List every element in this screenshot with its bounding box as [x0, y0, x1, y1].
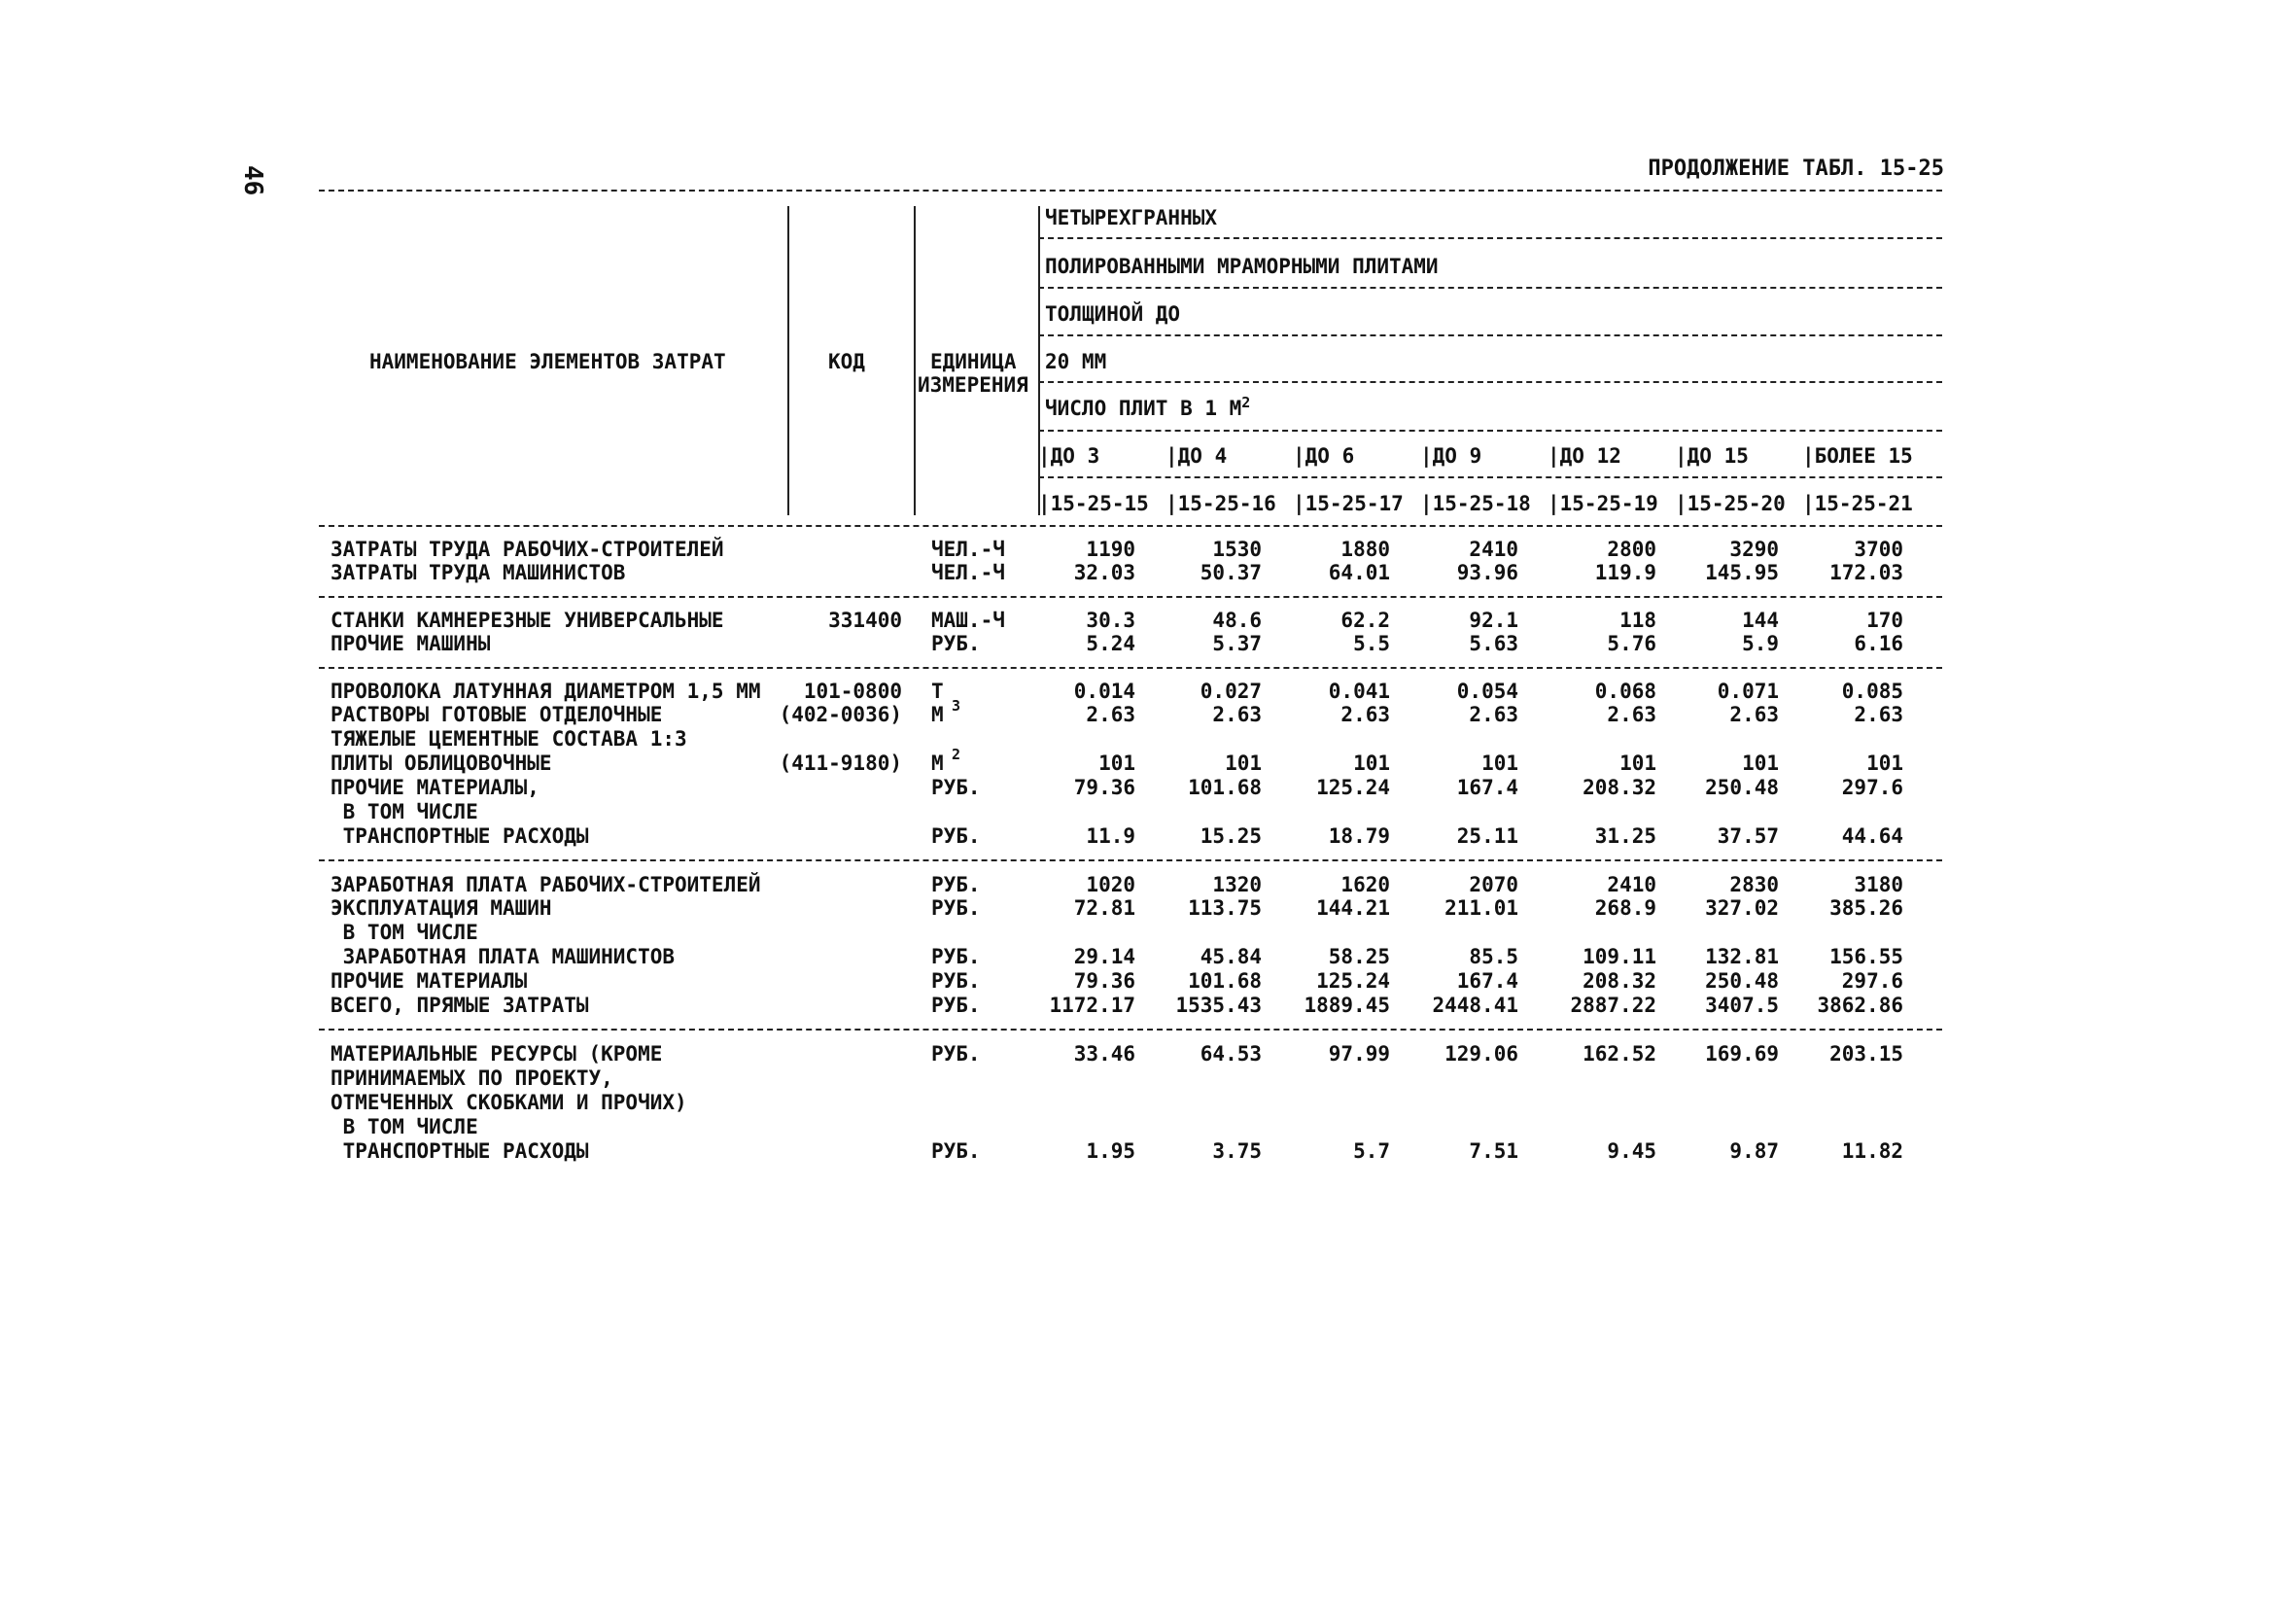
- row-value: 79.36: [1073, 776, 1135, 799]
- header-column-label: |ДО 4: [1165, 444, 1228, 468]
- row-value: 1880: [1340, 538, 1390, 561]
- row-value: 9.87: [1729, 1139, 1779, 1163]
- row-value: 50.37: [1200, 561, 1262, 584]
- row-value: 2.63: [1212, 703, 1262, 726]
- row-value: 6.16: [1854, 632, 1903, 655]
- row-name: ТРАНСПОРТНЫЕ РАСХОДЫ: [330, 824, 589, 848]
- row-value: 15.25: [1200, 824, 1262, 848]
- row-value: 1889.45: [1304, 994, 1390, 1017]
- header-column-code: |15-25-20: [1675, 492, 1786, 515]
- row-value: 113.75: [1188, 896, 1262, 920]
- row-value: 101: [1481, 752, 1518, 775]
- row-name: ПРОЧИЕ МАТЕРИАЛЫ,: [330, 776, 539, 799]
- header-column-code: |15-25-16: [1165, 492, 1276, 515]
- header-code-col: КОД: [828, 350, 865, 373]
- row-value: 3407.5: [1705, 994, 1779, 1017]
- row-value: 144.21: [1316, 896, 1390, 920]
- row-value: 297.6: [1841, 776, 1903, 799]
- row-value: 5.63: [1469, 632, 1518, 655]
- row-value: 33.46: [1073, 1042, 1135, 1066]
- header-line-3: ТОЛЩИНОЙ ДО: [1045, 302, 1181, 326]
- row-value: 125.24: [1316, 969, 1390, 993]
- row-unit: РУБ.: [931, 896, 981, 920]
- row-value: 11.9: [1086, 824, 1135, 848]
- row-value: 203.15: [1829, 1042, 1903, 1066]
- row-value: 125.24: [1316, 776, 1390, 799]
- row-value: 170: [1866, 609, 1903, 632]
- row-value: 297.6: [1841, 969, 1903, 993]
- row-value: 2800: [1607, 538, 1656, 561]
- row-value: 3290: [1729, 538, 1779, 561]
- row-value: 2.63: [1854, 703, 1903, 726]
- row-code: 331400: [828, 609, 902, 632]
- row-value: 3700: [1854, 538, 1903, 561]
- row-code: (402-0036): [779, 703, 902, 726]
- row-value: 1530: [1212, 538, 1262, 561]
- header-column-code: |15-25-19: [1548, 492, 1658, 515]
- row-value: 3862.86: [1817, 994, 1903, 1017]
- row-value: 62.2: [1340, 609, 1390, 632]
- row-value: 145.95: [1705, 561, 1779, 584]
- row-value: 101.68: [1188, 969, 1262, 993]
- hdr-rule-4: [1038, 381, 1942, 383]
- row-value: 5.24: [1086, 632, 1135, 655]
- row-value: 30.3: [1086, 609, 1135, 632]
- header-line-1: ЧЕТЫРЕХГРАННЫХ: [1045, 206, 1218, 229]
- header-column-code: |15-25-18: [1420, 492, 1531, 515]
- row-name: ПРОЧИЕ МАТЕРИАЛЫ: [330, 969, 528, 993]
- row-value: 0.068: [1594, 680, 1656, 703]
- header-line-2: ПОЛИРОВАННЫМИ МРАМОРНЫМИ ПЛИТАМИ: [1045, 255, 1439, 278]
- row-unit: РУБ.: [931, 945, 981, 968]
- row-value: 1535.43: [1175, 994, 1262, 1017]
- row-name: В ТОМ ЧИСЛЕ: [330, 921, 478, 944]
- row-value: 44.64: [1841, 824, 1903, 848]
- row-value: 211.01: [1444, 896, 1518, 920]
- header-column-label: |ДО 12: [1548, 444, 1621, 468]
- rule-section-2: [319, 667, 1942, 669]
- row-value: 101: [1353, 752, 1390, 775]
- row-unit-sup-wrap: [952, 699, 960, 722]
- row-name: ПРОЧИЕ МАШИНЫ: [330, 632, 491, 655]
- row-name: ТЯЖЕЛЫЕ ЦЕМЕНТНЫЕ СОСТАВА 1:3: [330, 727, 687, 751]
- hdr-vline-3: [1038, 206, 1040, 515]
- row-code: (411-9180): [779, 752, 902, 775]
- row-name: МАТЕРИАЛЬНЫЕ РЕСУРСЫ (КРОМЕ: [330, 1042, 663, 1066]
- row-value: 79.36: [1073, 969, 1135, 993]
- row-unit: М: [931, 703, 944, 726]
- row-value: 92.1: [1469, 609, 1518, 632]
- row-value: 2830: [1729, 873, 1779, 896]
- row-value: 1320: [1212, 873, 1262, 896]
- rule-header-end: [319, 525, 1942, 527]
- row-code: 101-0800: [803, 680, 902, 703]
- row-value: 64.01: [1328, 561, 1390, 584]
- row-unit: РУБ.: [931, 824, 981, 848]
- row-name: ЗАРАБОТНАЯ ПЛАТА МАШИНИСТОВ: [330, 945, 676, 968]
- row-unit-sup-wrap: [952, 748, 960, 771]
- row-unit: РУБ.: [931, 776, 981, 799]
- row-value: 250.48: [1705, 776, 1779, 799]
- header-line-5: ЧИСЛО ПЛИТ В 1 $М^2$: [1045, 394, 1251, 420]
- row-name: ЗАРАБОТНАЯ ПЛАТА РАБОЧИХ-СТРОИТЕЛЕЙ: [330, 873, 761, 896]
- header-column-code: |15-25-17: [1293, 492, 1404, 515]
- row-value: 32.03: [1073, 561, 1135, 584]
- row-value: 2.63: [1729, 703, 1779, 726]
- row-value: 2.63: [1469, 703, 1518, 726]
- row-value: 5.7: [1353, 1139, 1390, 1163]
- row-name: ВСЕГО, ПРЯМЫЕ ЗАТРАТЫ: [330, 994, 589, 1017]
- row-value: 144: [1742, 609, 1779, 632]
- row-name: ПРОВОЛОКА ЛАТУННАЯ ДИАМЕТРОМ 1,5 ММ: [330, 680, 761, 703]
- row-value: 2410: [1607, 873, 1656, 896]
- row-value: 0.041: [1328, 680, 1390, 703]
- row-value: 93.96: [1456, 561, 1518, 584]
- row-value: 167.4: [1456, 776, 1518, 799]
- row-value: 9.45: [1607, 1139, 1656, 1163]
- row-value: 5.76: [1607, 632, 1656, 655]
- header-column-label: |ДО 6: [1293, 444, 1355, 468]
- row-unit: РУБ.: [931, 1139, 981, 1163]
- row-value: 2448.41: [1432, 994, 1518, 1017]
- row-name: В ТОМ ЧИСЛЕ: [330, 800, 478, 823]
- row-value: 101: [1098, 752, 1135, 775]
- row-value: 101: [1619, 752, 1656, 775]
- row-value: 2887.22: [1570, 994, 1656, 1017]
- row-value: 72.81: [1073, 896, 1135, 920]
- row-value: 7.51: [1469, 1139, 1518, 1163]
- rule-section-1: [319, 596, 1942, 598]
- row-value: 0.085: [1841, 680, 1903, 703]
- row-value: 101: [1225, 752, 1262, 775]
- row-value: 3180: [1854, 873, 1903, 896]
- row-unit: РУБ.: [931, 994, 981, 1017]
- row-value: 5.37: [1212, 632, 1262, 655]
- hdr-vline-1: [787, 206, 789, 515]
- row-unit: ЧЕЛ.-Ч: [931, 561, 1005, 584]
- row-value: 2.63: [1607, 703, 1656, 726]
- row-value: 268.9: [1594, 896, 1656, 920]
- header-unit-col-1: ЕДИНИЦА: [930, 350, 1017, 373]
- row-value: 1190: [1086, 538, 1135, 561]
- row-value: 0.027: [1200, 680, 1262, 703]
- row-value: 101: [1742, 752, 1779, 775]
- row-unit: РУБ.: [931, 969, 981, 993]
- row-value: 101: [1866, 752, 1903, 775]
- row-value: 0.054: [1456, 680, 1518, 703]
- row-name: РАСТВОРЫ ГОТОВЫЕ ОТДЕЛОЧНЫЕ: [330, 703, 663, 726]
- row-value: 162.52: [1583, 1042, 1656, 1066]
- row-value: 5.5: [1353, 632, 1390, 655]
- hdr-rule-6: [1038, 476, 1942, 478]
- hdr-rule-1: [1038, 237, 1942, 239]
- row-value: 129.06: [1444, 1042, 1518, 1066]
- row-unit: РУБ.: [931, 1042, 981, 1066]
- row-value: 5.9: [1742, 632, 1779, 655]
- row-name: ТРАНСПОРТНЫЕ РАСХОДЫ: [330, 1139, 589, 1163]
- row-unit-superscript: 2: [952, 746, 961, 763]
- row-value: 2.63: [1340, 703, 1390, 726]
- row-unit: МАШ.-Ч: [931, 609, 1005, 632]
- row-value: 327.02: [1705, 896, 1779, 920]
- row-name: ЭКСПЛУАТАЦИЯ МАШИН: [330, 896, 552, 920]
- header-name-col: НАИМЕНОВАНИЕ ЭЛЕМЕНТОВ ЗАТРАТ: [369, 350, 726, 373]
- row-value: 167.4: [1456, 969, 1518, 993]
- row-value: 109.11: [1583, 945, 1656, 968]
- rule-section-4: [319, 1029, 1942, 1031]
- row-value: 2070: [1469, 873, 1518, 896]
- row-unit-superscript: 3: [952, 697, 961, 715]
- row-value: 37.57: [1717, 824, 1779, 848]
- hdr-vline-2: [914, 206, 916, 515]
- row-value: 18.79: [1328, 824, 1390, 848]
- header-line-4: 20 ММ: [1045, 350, 1107, 373]
- row-value: 169.69: [1705, 1042, 1779, 1066]
- row-name: ЗАТРАТЫ ТРУДА РАБОЧИХ-СТРОИТЕЛЕЙ: [330, 538, 724, 561]
- row-name: СТАНКИ КАМНЕРЕЗНЫЕ УНИВЕРСАЛЬНЫЕ: [330, 609, 724, 632]
- row-value: 118: [1619, 609, 1656, 632]
- row-name: В ТОМ ЧИСЛЕ: [330, 1115, 478, 1138]
- row-value: 1620: [1340, 873, 1390, 896]
- row-value: 101.68: [1188, 776, 1262, 799]
- row-value: 64.53: [1200, 1042, 1262, 1066]
- row-name: ОТМЕЧЕННЫХ СКОБКАМИ И ПРОЧИХ): [330, 1091, 687, 1114]
- header-column-label: |ДО 15: [1675, 444, 1749, 468]
- rule-top: [319, 190, 1942, 192]
- row-name: ПЛИТЫ ОБЛИЦОВОЧНЫЕ: [330, 752, 552, 775]
- header-column-code: |15-25-15: [1038, 492, 1149, 515]
- row-unit: РУБ.: [931, 632, 981, 655]
- row-value: 2.63: [1086, 703, 1135, 726]
- row-name: ЗАТРАТЫ ТРУДА МАШИНИСТОВ: [330, 561, 626, 584]
- row-value: 31.25: [1594, 824, 1656, 848]
- hdr-rule-2: [1038, 287, 1942, 289]
- row-value: 132.81: [1705, 945, 1779, 968]
- row-unit: М: [931, 752, 944, 775]
- row-value: 97.99: [1328, 1042, 1390, 1066]
- row-value: 156.55: [1829, 945, 1903, 968]
- row-value: 119.9: [1594, 561, 1656, 584]
- header-column-label: |ДО 3: [1038, 444, 1100, 468]
- row-value: 0.071: [1717, 680, 1779, 703]
- row-value: 85.5: [1469, 945, 1518, 968]
- row-unit: РУБ.: [931, 873, 981, 896]
- hdr-rule-3: [1038, 334, 1942, 336]
- row-value: 250.48: [1705, 969, 1779, 993]
- row-value: 208.32: [1583, 776, 1656, 799]
- row-value: 3.75: [1212, 1139, 1262, 1163]
- row-unit: ЧЕЛ.-Ч: [931, 538, 1005, 561]
- row-unit: Т: [931, 680, 944, 703]
- row-value: 25.11: [1456, 824, 1518, 848]
- header-unit-col-2: ИЗМЕРЕНИЯ: [918, 373, 1028, 397]
- hdr-rule-5: [1038, 430, 1942, 432]
- rule-section-3: [319, 859, 1942, 861]
- row-value: 0.014: [1073, 680, 1135, 703]
- row-value: 1.95: [1086, 1139, 1135, 1163]
- header-column-label: |ДО 9: [1420, 444, 1482, 468]
- row-value: 58.25: [1328, 945, 1390, 968]
- row-value: 1020: [1086, 873, 1135, 896]
- row-value: 45.84: [1200, 945, 1262, 968]
- row-value: 385.26: [1829, 896, 1903, 920]
- header-column-code: |15-25-21: [1802, 492, 1913, 515]
- page-number: 46: [238, 165, 267, 196]
- header-column-label: |БОЛЕЕ 15: [1802, 444, 1913, 468]
- continuation-title: ПРОДОЛЖЕНИЕ ТАБЛ. 15-25: [1648, 157, 1944, 181]
- row-value: 48.6: [1212, 609, 1262, 632]
- row-value: 172.03: [1829, 561, 1903, 584]
- row-value: 11.82: [1841, 1139, 1903, 1163]
- row-value: 1172.17: [1049, 994, 1135, 1017]
- row-value: 29.14: [1073, 945, 1135, 968]
- row-name: ПРИНИМАЕМЫХ ПО ПРОЕКТУ,: [330, 1066, 613, 1090]
- row-value: 208.32: [1583, 969, 1656, 993]
- row-value: 2410: [1469, 538, 1518, 561]
